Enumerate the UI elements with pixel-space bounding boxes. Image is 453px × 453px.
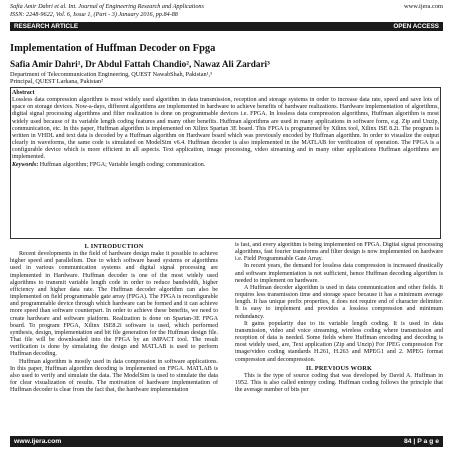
previous-work-heading: II. PREVIOUS WORK (305, 364, 373, 372)
affiliation-1: Department of Telecommunication Engineering, QUEST NawabShah, Pakistan¹,³ (10, 71, 212, 78)
previous-work-paragraph-1: This is the type of source coding that was developed by David A. Huffman in 1952. This is also called entropy coding. Huffman coding follows the principle that the average number of bits per (235, 372, 443, 394)
keywords-text: Huffman algorithm; FPGA; Variable length coding; communication. (39, 161, 206, 168)
abstract-text: Lossless data compression algorithm is most widely used algorithm in data transmission, reception and storage systems in order to increase data rate, speed and save lots of space on storage devices. Now-a-days, different algorithms are implemented in hardware to achieve benefits of hardware realizations. Hardware implementation of algorithms, digital signal processing algorithms and filter realization is done on programmable devices i.e. FPGA. In lossless data compression algorithms, Huffman algorithm is most widely used because of its variable length coding features and many other benefits. Huffman algorithms are used in many applications in software form, e.g. Zip and Unzip, communication, etc. In this paper, Huffman algorithm is implemented on Xilinx Spartan 3E board. This FPGA is programmed by Xilinx tool, Xilinx ISE 8.2i. The program is written in VHDL and text data is decoded by a Huffman algorithm on Hardware board which was previously encoded by Huffman algorithm. In order to visualize the output clearly in waveforms, the same code is simulated on ModelSim v6.4. Huffman decoder is also implemented in the MATLAB for verification of operation. The FPGA is a configurable device which is more efficient in all aspects. Text application, image processing, video streaming and in many other applications Huffman algorithms are implemented. (12, 97, 439, 161)
footer-website[interactable]: www.ijera.com (14, 438, 62, 445)
affiliations (10, 71, 443, 85)
introduction-heading: I. INTRODUCTION (84, 243, 144, 250)
intro-paragraph-1: Recent developments in the field of hardware design make it possible to achieve higher speed and parallelism. Due to which software based systems or algorithms used in various communication systems and digital signal processing are implemented in Hardware. Huffman decoder is one of the most widely used algorithms to transmit variable length code in order to reduce bandwidth, higher efficiency and higher data rate. The Huffman decoder algorithm can also be implemented on field programmable gate array (FPGA). The FPGA is reconfigurable and programmable device through which hardware can be formed and it can achieve more speed than software counterpart. In order to achieve these benefits, we need to create hardware and software platform. Realization is done on Spartan-3E FPGA board. To program FPGA, Xilinx ISE8.2i software is used, which performed synthesis, design, implementation and bit file generation for the Huffman design file. That file will be downloaded into the FPGA by an iMPACT tool. The result verification is done by simulating the design and MATLAB is used to perform Huffman decoding. (10, 251, 218, 358)
affiliation-2: Principal, QUEST Larkana, Pakistan² (10, 78, 103, 86)
journal-website[interactable]: www.ijera.com (404, 3, 443, 10)
intro-paragraph-4: In recent years, the demand for lossless data compression is increased drastically and software implementation is not sufficient, hence Huffman decoding algorithm is needed to implement on hardware. (235, 263, 443, 284)
author-list: Safia Amir Dahri¹, Dr Abdul Fattah Chandio², Nawaz Ali Zardari³ (10, 59, 270, 69)
journal-line-2: ISSN: 2248-9622, Vol. 6, Issue 1, (Part - 3) January 2016, pp.84-88 (10, 10, 178, 18)
abstract-heading: Abstract (12, 90, 35, 96)
abstract-box (10, 87, 441, 239)
open-access-label: OPEN ACCESS (393, 23, 439, 30)
journal-citation (10, 3, 310, 18)
article-type-banner (10, 22, 443, 31)
right-column (235, 242, 443, 430)
intro-paragraph-5: A Huffman decoder algorithm is used in data communication and other fields. It requires less transmission time and storage space because it has a minimum average length. It has unique prefix properties, it does not require end of character delimiter. It is easy to implement and provides a lossless compression and minimum redundancy. (235, 284, 443, 320)
intro-paragraph-2: Huffman algorithm is mostly used in data compression in software applications. In this paper, Huffman algorithm decoding is implemented on FPGA. MATLAB is also used to verify and simulate the data. The ModelSim is used to simulate the data for clear visualization of results. The motivation of hardware implementation of Huffman decoder is clear from the fact that, the hardware implementation (10, 358, 218, 394)
paper-title: Implementation of Huffman Decoder on Fpga (10, 43, 216, 54)
intro-paragraph-3: is fast, and every algorithm is being implemented on FPGA. Digital signal processing algorithms, fast fourier transforms and filter design is now implemented on hardware i.e. Field Programmable Gate Array. (235, 242, 443, 263)
page-footer (10, 436, 443, 447)
left-column (10, 242, 218, 430)
keywords-label: Keywords (12, 161, 37, 168)
intro-paragraph-6: It gains popularity due to its variable length coding. It is used in data transmission, video and voice streaming, wireless coding where transmission and reception of data is needed. Some fields where Huffman encoding and decoding is most widely used, are, Text application (Zip and Unzip) For JPEG compression For image/video coding standards H.261, H.263 and MPEG1 and 2. MPEG format compression and decompression. (235, 320, 443, 363)
keywords-line: Keywords: Huffman algorithm; FPGA; Variable length coding; communication. (12, 161, 206, 168)
page-number: 84 | P a g e (403, 438, 439, 445)
research-article-label: RESEARCH ARTICLE (14, 23, 79, 30)
journal-line-1: Safia Amir Dahri et al. Int. Journal of Engineering Research and Applications (10, 3, 204, 10)
